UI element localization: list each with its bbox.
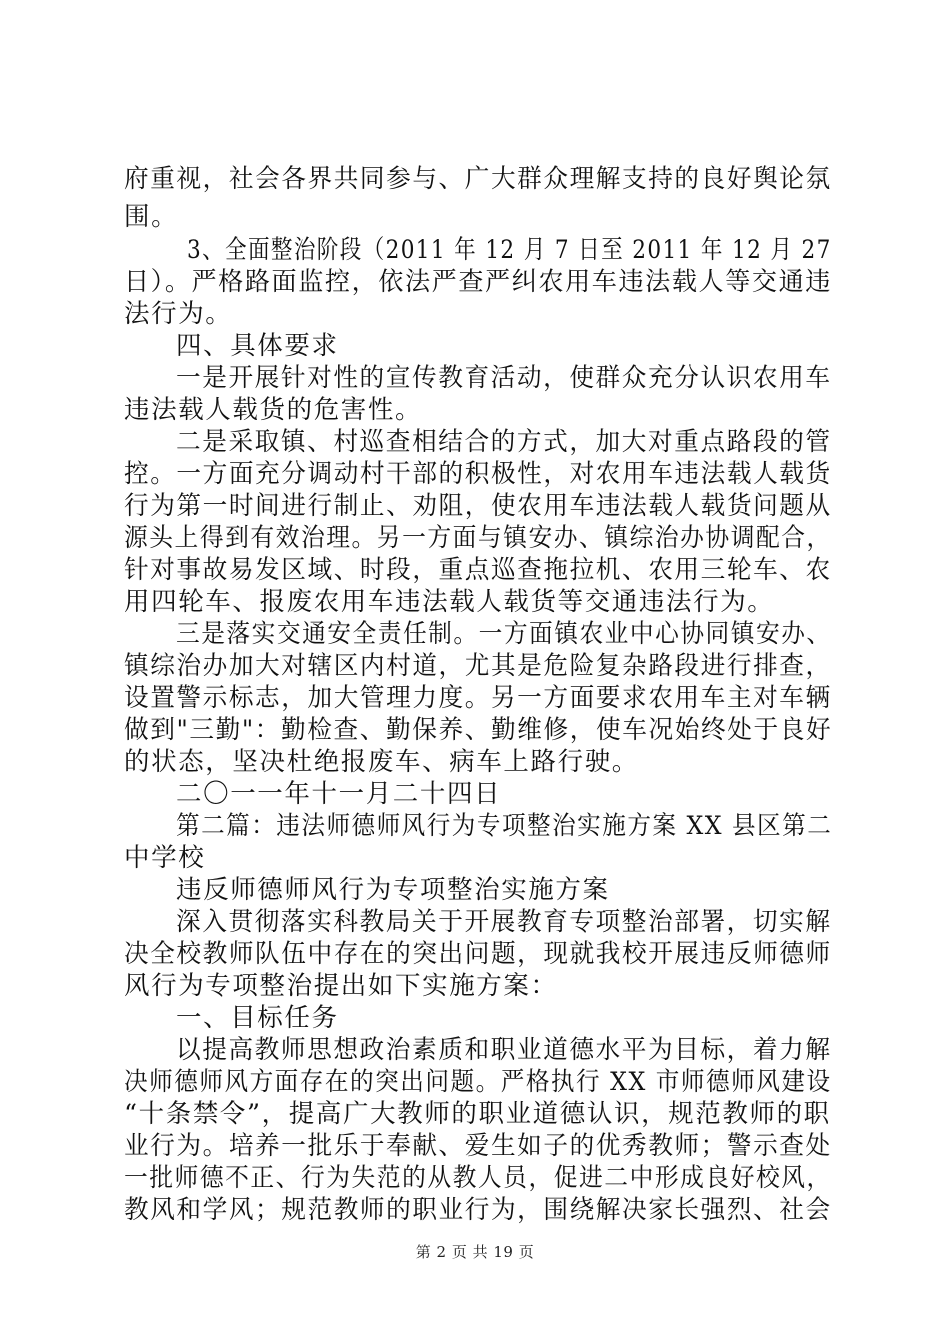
document-subtitle: 违反师德师风行为专项整治实施方案 [176, 875, 610, 905]
body-line: 府重视，社会各界共同参与、广大群众理解支持的良好舆论氛 [124, 164, 832, 194]
body-line: 法行为。 [124, 299, 233, 329]
body-line: 违法载人载货的危害性。 [124, 395, 423, 425]
page-footer: 第 2 页 共 19 页 [415, 1243, 535, 1261]
body-line: 的状态，坚决杜绝报废车、病车上路行驶。 [124, 747, 639, 777]
body-line: 设置警示标志，加大管理力度。另一方面要求农用车主对车辆 [124, 683, 832, 713]
body-line: 做到"三勤"：勤检查、勤保养、勤维修，使车况始终处于良好 [124, 715, 833, 745]
chapter-title: 第二篇：违法师德师风行为专项整治实施方案 XX 县区第二 [176, 811, 833, 841]
body-line: “十条禁令”，提高广大教师的职业道德认识，规范教师的职 [124, 1099, 831, 1129]
body-line: 以提高教师思想政治素质和职业道德水平为目标，着力解 [176, 1035, 832, 1065]
body-line: 业行为。培养一批乐于奉献、爱生如子的优秀教师；警示查处 [124, 1131, 832, 1161]
body-line: 一批师德不正、行为失范的从教人员，促进二中形成良好校风， [124, 1163, 832, 1193]
body-line: 一是开展针对性的宣传教育活动，使群众充分认识农用车 [176, 363, 832, 393]
date-line: 二〇一一年十一月二十四日 [176, 779, 502, 809]
body-line: 用四轮车、报废农用车违法载人载货等交通违法行为。 [124, 587, 775, 617]
body-line: 行为第一时间进行制止、劝阻，使农用车违法载人载货问题从 [124, 491, 832, 521]
body-line: 二是采取镇、村巡查相结合的方式，加大对重点路段的管 [176, 427, 832, 457]
chapter-title-cont: 中学校 [124, 843, 206, 873]
body-line: 源头上得到有效治理。另一方面与镇安办、镇综治办协调配合， [124, 523, 832, 553]
section-heading: 一、目标任务 [176, 1003, 339, 1033]
body-line: 镇综治办加大对辖区内村道，尤其是危险复杂路段进行排查， [124, 651, 832, 681]
body-line: 深入贯彻落实科教局关于开展教育专项整治部署，切实解 [176, 907, 832, 937]
body-line: 控。一方面充分调动村干部的积极性，对农用车违法载人载货 [124, 459, 832, 489]
body-line: 针对事故易发区域、时段，重点巡查拖拉机、农用三轮车、农 [124, 555, 832, 585]
body-line: 教风和学风；规范教师的职业行为，围绕解决家长强烈、社会 [124, 1195, 832, 1225]
body-line: 风行为专项整治提出如下实施方案： [124, 971, 558, 1001]
body-line: 日）。严格路面监控，依法严查严纠农用车违法载人等交通违 [124, 267, 832, 297]
body-line: 决全校教师队伍中存在的突出问题，现就我校开展违反师德师 [124, 939, 832, 969]
body-line: 三是落实交通安全责任制。一方面镇农业中心协同镇安办、 [176, 619, 832, 649]
section-heading: 四、具体要求 [176, 331, 339, 361]
body-line: 决师德师风方面存在的突出问题。严格执行 XX 市师德师风建设 [124, 1067, 832, 1097]
body-line: 3、全面整治阶段（2011 年 12 月 7 日至 2011 年 12 月 27 [187, 235, 832, 265]
body-line: 围。 [124, 202, 179, 232]
